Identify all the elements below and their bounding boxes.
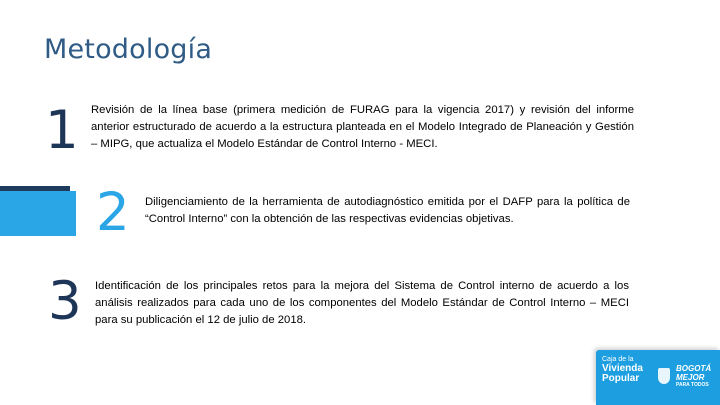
logo-top-strip-text: SECRETARÍA DEL HÁBITAT <box>654 354 706 359</box>
logo-side-text <box>676 364 711 388</box>
step-3-text: Identificación de los principales retos para la mejora del Sistema de Control interno de acuerdo a los análisis realizados para cada uno de los componentes del Modelo Estándar de Control Interno – MECI para su publicación el 12 de julio de 2018. <box>95 280 629 326</box>
logo-side-line-1: BOGOTÁ <box>676 364 712 373</box>
accent-block <box>0 191 76 236</box>
logo-line-2: Vivienda <box>602 363 643 374</box>
logo-text <box>602 356 643 384</box>
step-1-text: Revisión de la línea base (primera medición de FURAG para la vigencia 2017) y revisión del informe anterior estructurado de acuerdo a la estructura planteada en el Modelo Integrado de Planeación y Gestión – MIPG, que actualiza el Modelo Estándar de Control Interno - MECI. <box>91 104 634 150</box>
logo-side-line-2: MEJOR <box>676 373 705 382</box>
slide-title: Metodología <box>44 34 213 65</box>
organization-logo <box>596 350 720 405</box>
logo-side-line-3: PARA TODOS <box>676 382 709 388</box>
step-2-text: Diligenciamiento de la herramienta de autodiagnóstico emitida por el DAFP para la política de “Control Interno” con la obtención de las respectivas evidencias objetivas. <box>145 196 630 225</box>
step-1-number: 1 <box>45 100 79 161</box>
coat-of-arms-icon <box>658 368 670 384</box>
step-3-number: 3 <box>48 271 82 332</box>
logo-line-3: Popular <box>602 373 640 384</box>
step-2-number: 2 <box>96 182 130 243</box>
logo-line-1: Caja de la <box>602 356 634 363</box>
